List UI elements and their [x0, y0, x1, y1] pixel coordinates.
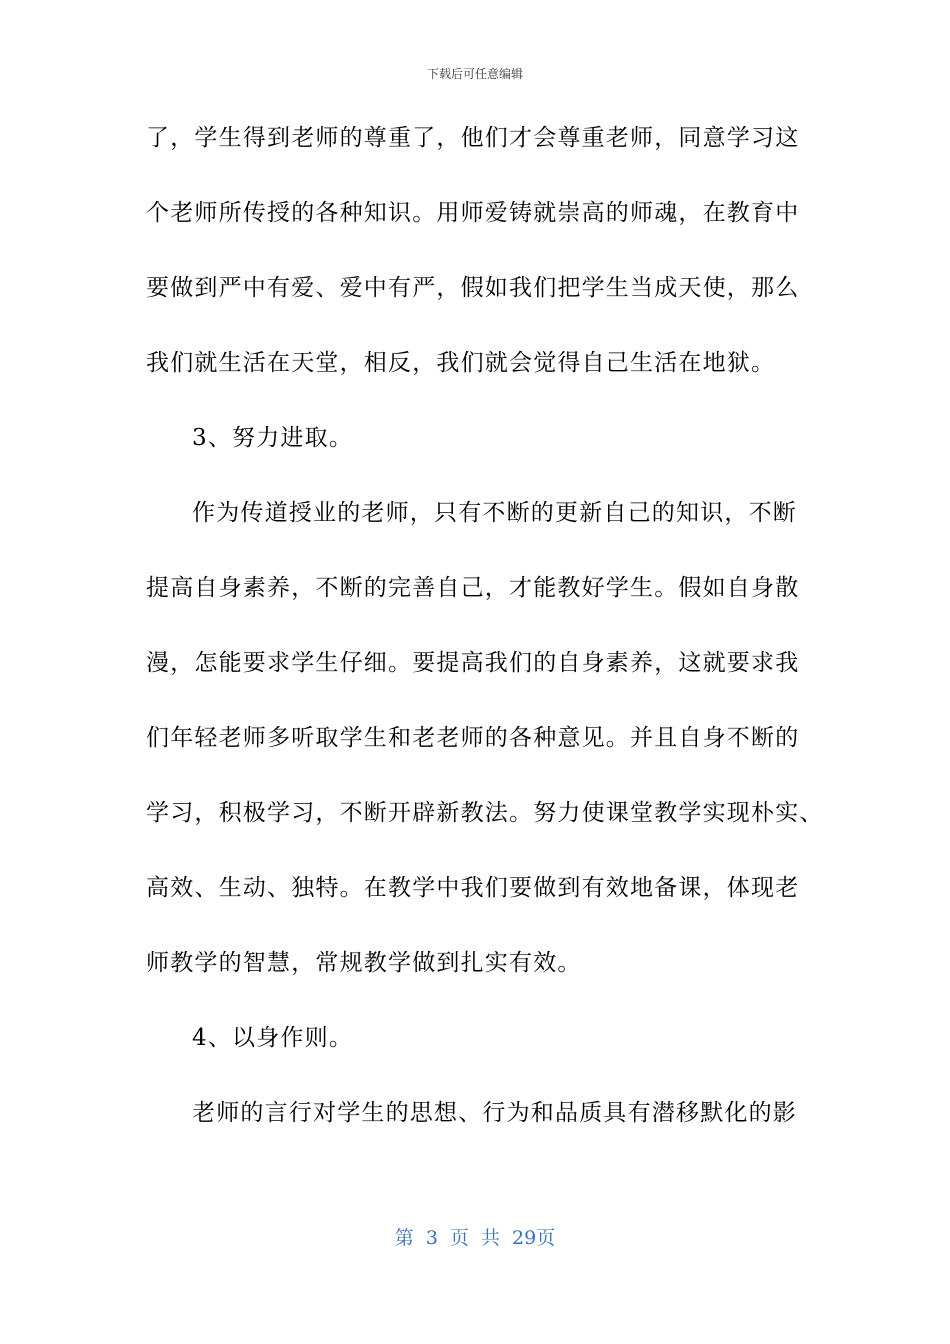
- text-line-14: 老师的言行对学生的思想、行为和品质具有潜移默化的影: [192, 1100, 797, 1126]
- text-line-4: 我们就生活在天堂，相反，我们就会觉得自己生活在地狱。: [146, 350, 776, 376]
- text-line-8: 漫，怎能要求学生仔细。要提高我们的自身素养，这就要求我: [146, 650, 800, 676]
- text-line-1: 了，学生得到老师的尊重了，他们才会尊重老师，同意学习这: [146, 125, 800, 151]
- text-line-3: 要做到严中有爱、爱中有严，假如我们把学生当成天使，那么: [146, 275, 800, 301]
- section-heading-3: 3、努力进取。: [192, 425, 354, 451]
- text-line-7: 提高自身素养，不断的完善自己，才能教好学生。假如自身散: [146, 575, 800, 601]
- text-line-11: 高效、生动、独特。在教学中我们要做到有效地备课，体现老: [146, 875, 800, 901]
- text-line-10: 学习，积极学习，不断开辟新教法。努力使课堂教学实现朴实、: [146, 800, 824, 826]
- text-line-2: 个老师所传授的各种知识。用师爱铸就崇高的师魂，在教育中: [146, 200, 800, 226]
- header-note: 下载后可任意编辑: [426, 67, 523, 81]
- text-line-9: 们年轻老师多听取学生和老老师的各种意见。并且自身不断的: [146, 725, 800, 751]
- text-line-6: 作为传道授业的老师，只有不断的更新自己的知识，不断: [192, 500, 797, 526]
- page-number-footer: 第 3 页 共 29页: [394, 1227, 556, 1249]
- section-heading-4: 4、以身作则。: [192, 1025, 354, 1051]
- text-line-12: 师教学的智慧，常规教学做到扎实有效。: [146, 950, 582, 976]
